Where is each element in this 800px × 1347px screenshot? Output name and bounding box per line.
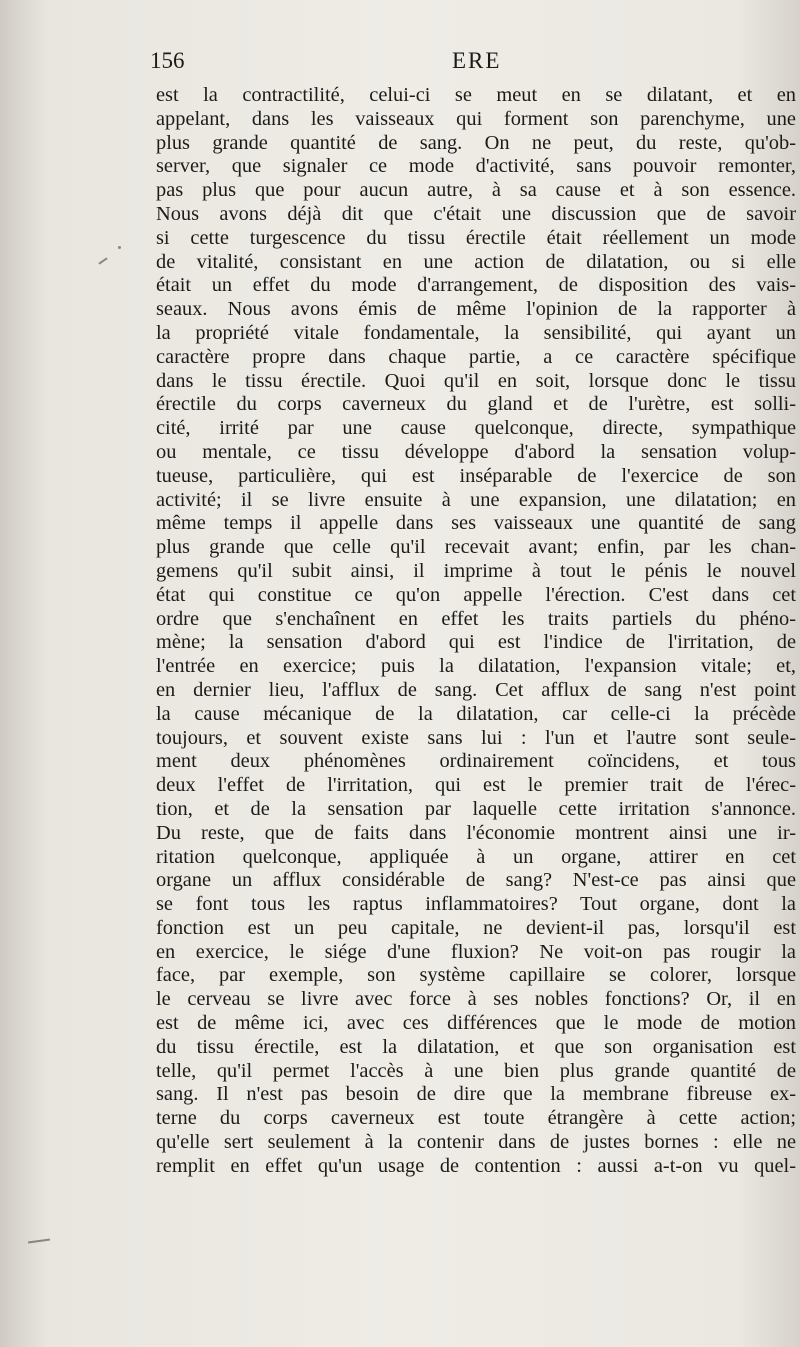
text-line: plus grande quantité de sang. On ne peut, du reste, qu'ob- <box>156 131 796 154</box>
text-line: en dernier lieu, l'afflux de sang. Cet afflux de sang n'est point <box>156 678 796 701</box>
text-line: était un effet du mode d'arrangement, de disposition des vais- <box>156 274 796 297</box>
text-line: en exercice, le siége d'une fluxion? Ne voit-on pas rougir la <box>156 940 796 963</box>
text-line: tueuse, particulière, qui est inséparable de l'exercice de son <box>156 464 796 487</box>
text-line: l'entrée en exercice; puis la dilatation, l'expansion vitale; et, <box>156 655 796 678</box>
text-line: Nous avons déjà dit que c'était une discussion que de savoir <box>156 202 796 225</box>
ink-mark <box>118 246 121 249</box>
text-line: si cette turgescence du tissu érectile était réellement un mode <box>156 226 796 249</box>
text-line: ordre que s'enchaînent en effet les traits partiels du phéno- <box>156 607 796 630</box>
ink-mark <box>28 1238 50 1243</box>
ink-mark <box>98 257 107 264</box>
text-line: plus grande que celle qu'il recevait avant; enfin, par les chan- <box>156 536 796 559</box>
page-number: 156 <box>150 48 185 73</box>
text-line: dans le tissu érectile. Quoi qu'il en soit, lorsque donc le tissu <box>156 369 796 392</box>
text-line: terne du corps caverneux est toute étrangère à cette action; <box>156 1107 796 1130</box>
text-line: même temps il appelle dans ses vaisseaux une quantité de sang <box>156 512 796 535</box>
text-line: deux l'effet de l'irritation, qui est le premier trait de l'érec- <box>156 774 796 797</box>
text-line: toujours, et souvent existe sans lui : l'un et l'autre sont seule- <box>156 726 796 749</box>
text-line: ou mentale, ce tissu développe d'abord la sensation volup- <box>156 440 796 463</box>
text-line: organe un afflux considérable de sang? N'est-ce pas ainsi que <box>156 869 796 892</box>
text-line: fonction est un peu capitale, ne devient-il pas, lorsqu'il est <box>156 916 796 939</box>
text-line: sang. Il n'est pas besoin de dire que la membrane fibreuse ex- <box>156 1083 796 1106</box>
text-line: érectile du corps caverneux du gland et de l'urètre, est solli- <box>156 393 796 416</box>
text-line: activité; il se livre ensuite à une expansion, une dilatation; en <box>156 488 796 511</box>
text-line: est la contractilité, celui-ci se meut en se dilatant, et en <box>156 84 796 106</box>
text-line: ment deux phénomènes ordinairement coïncidens, et tous <box>156 750 796 773</box>
text-line: remplit en effet qu'un usage de contention : aussi a-t-on vu quel- <box>156 1154 796 1177</box>
running-head <box>150 48 800 78</box>
text-line: seaux. Nous avons émis de même l'opinion de la rapporter à <box>156 298 796 321</box>
text-line: gemens qu'il subit ainsi, il imprime à tout le pénis le nouvel <box>156 559 796 582</box>
text-line: est de même ici, avec ces différences que le mode de motion <box>156 1012 796 1035</box>
body-text <box>156 84 796 1179</box>
text-line: caractère propre dans chaque partie, a ce caractère spécifique <box>156 345 796 368</box>
text-line: de vitalité, consistant en une action de dilatation, ou si elle <box>156 250 796 273</box>
text-line: qu'elle sert seulement à la contenir dans de justes bornes : elle ne <box>156 1131 796 1154</box>
text-line: du tissu érectile, est la dilatation, et que son organisation est <box>156 1035 796 1058</box>
text-line: la cause mécanique de la dilatation, car celle-ci la précède <box>156 702 796 725</box>
text-line: le cerveau se livre avec force à ses nobles fonctions? Or, il en <box>156 988 796 1011</box>
text-line: cité, irrité par une cause quelconque, directe, sympathique <box>156 417 796 440</box>
text-line: se font tous les raptus inflammatoires? Tout organe, dont la <box>156 893 796 916</box>
running-title: ERE <box>452 48 502 73</box>
text-line: mène; la sensation d'abord qui est l'indice de l'irritation, de <box>156 631 796 654</box>
text-line: face, par exemple, son système capillaire se colorer, lorsque <box>156 964 796 987</box>
text-line: telle, qu'il permet l'accès à une bien plus grande quantité de <box>156 1059 796 1082</box>
text-line: appelant, dans les vaisseaux qui forment son parenchyme, une <box>156 107 796 130</box>
text-line: server, que signaler ce mode d'activité, sans pouvoir remonter, <box>156 155 796 178</box>
text-line: ritation quelconque, appliquée à un organe, attirer en cet <box>156 845 796 868</box>
text-line: tion, et de la sensation par laquelle cette irritation s'annonce. <box>156 797 796 820</box>
text-line: état qui constitue ce qu'on appelle l'érection. C'est dans cet <box>156 583 796 606</box>
text-line: Du reste, que de faits dans l'économie montrent ainsi une ir- <box>156 821 796 844</box>
text-line: la propriété vitale fondamentale, la sensibilité, qui ayant un <box>156 321 796 344</box>
text-line: pas plus que pour aucun autre, à sa cause et à son essence. <box>156 179 796 202</box>
